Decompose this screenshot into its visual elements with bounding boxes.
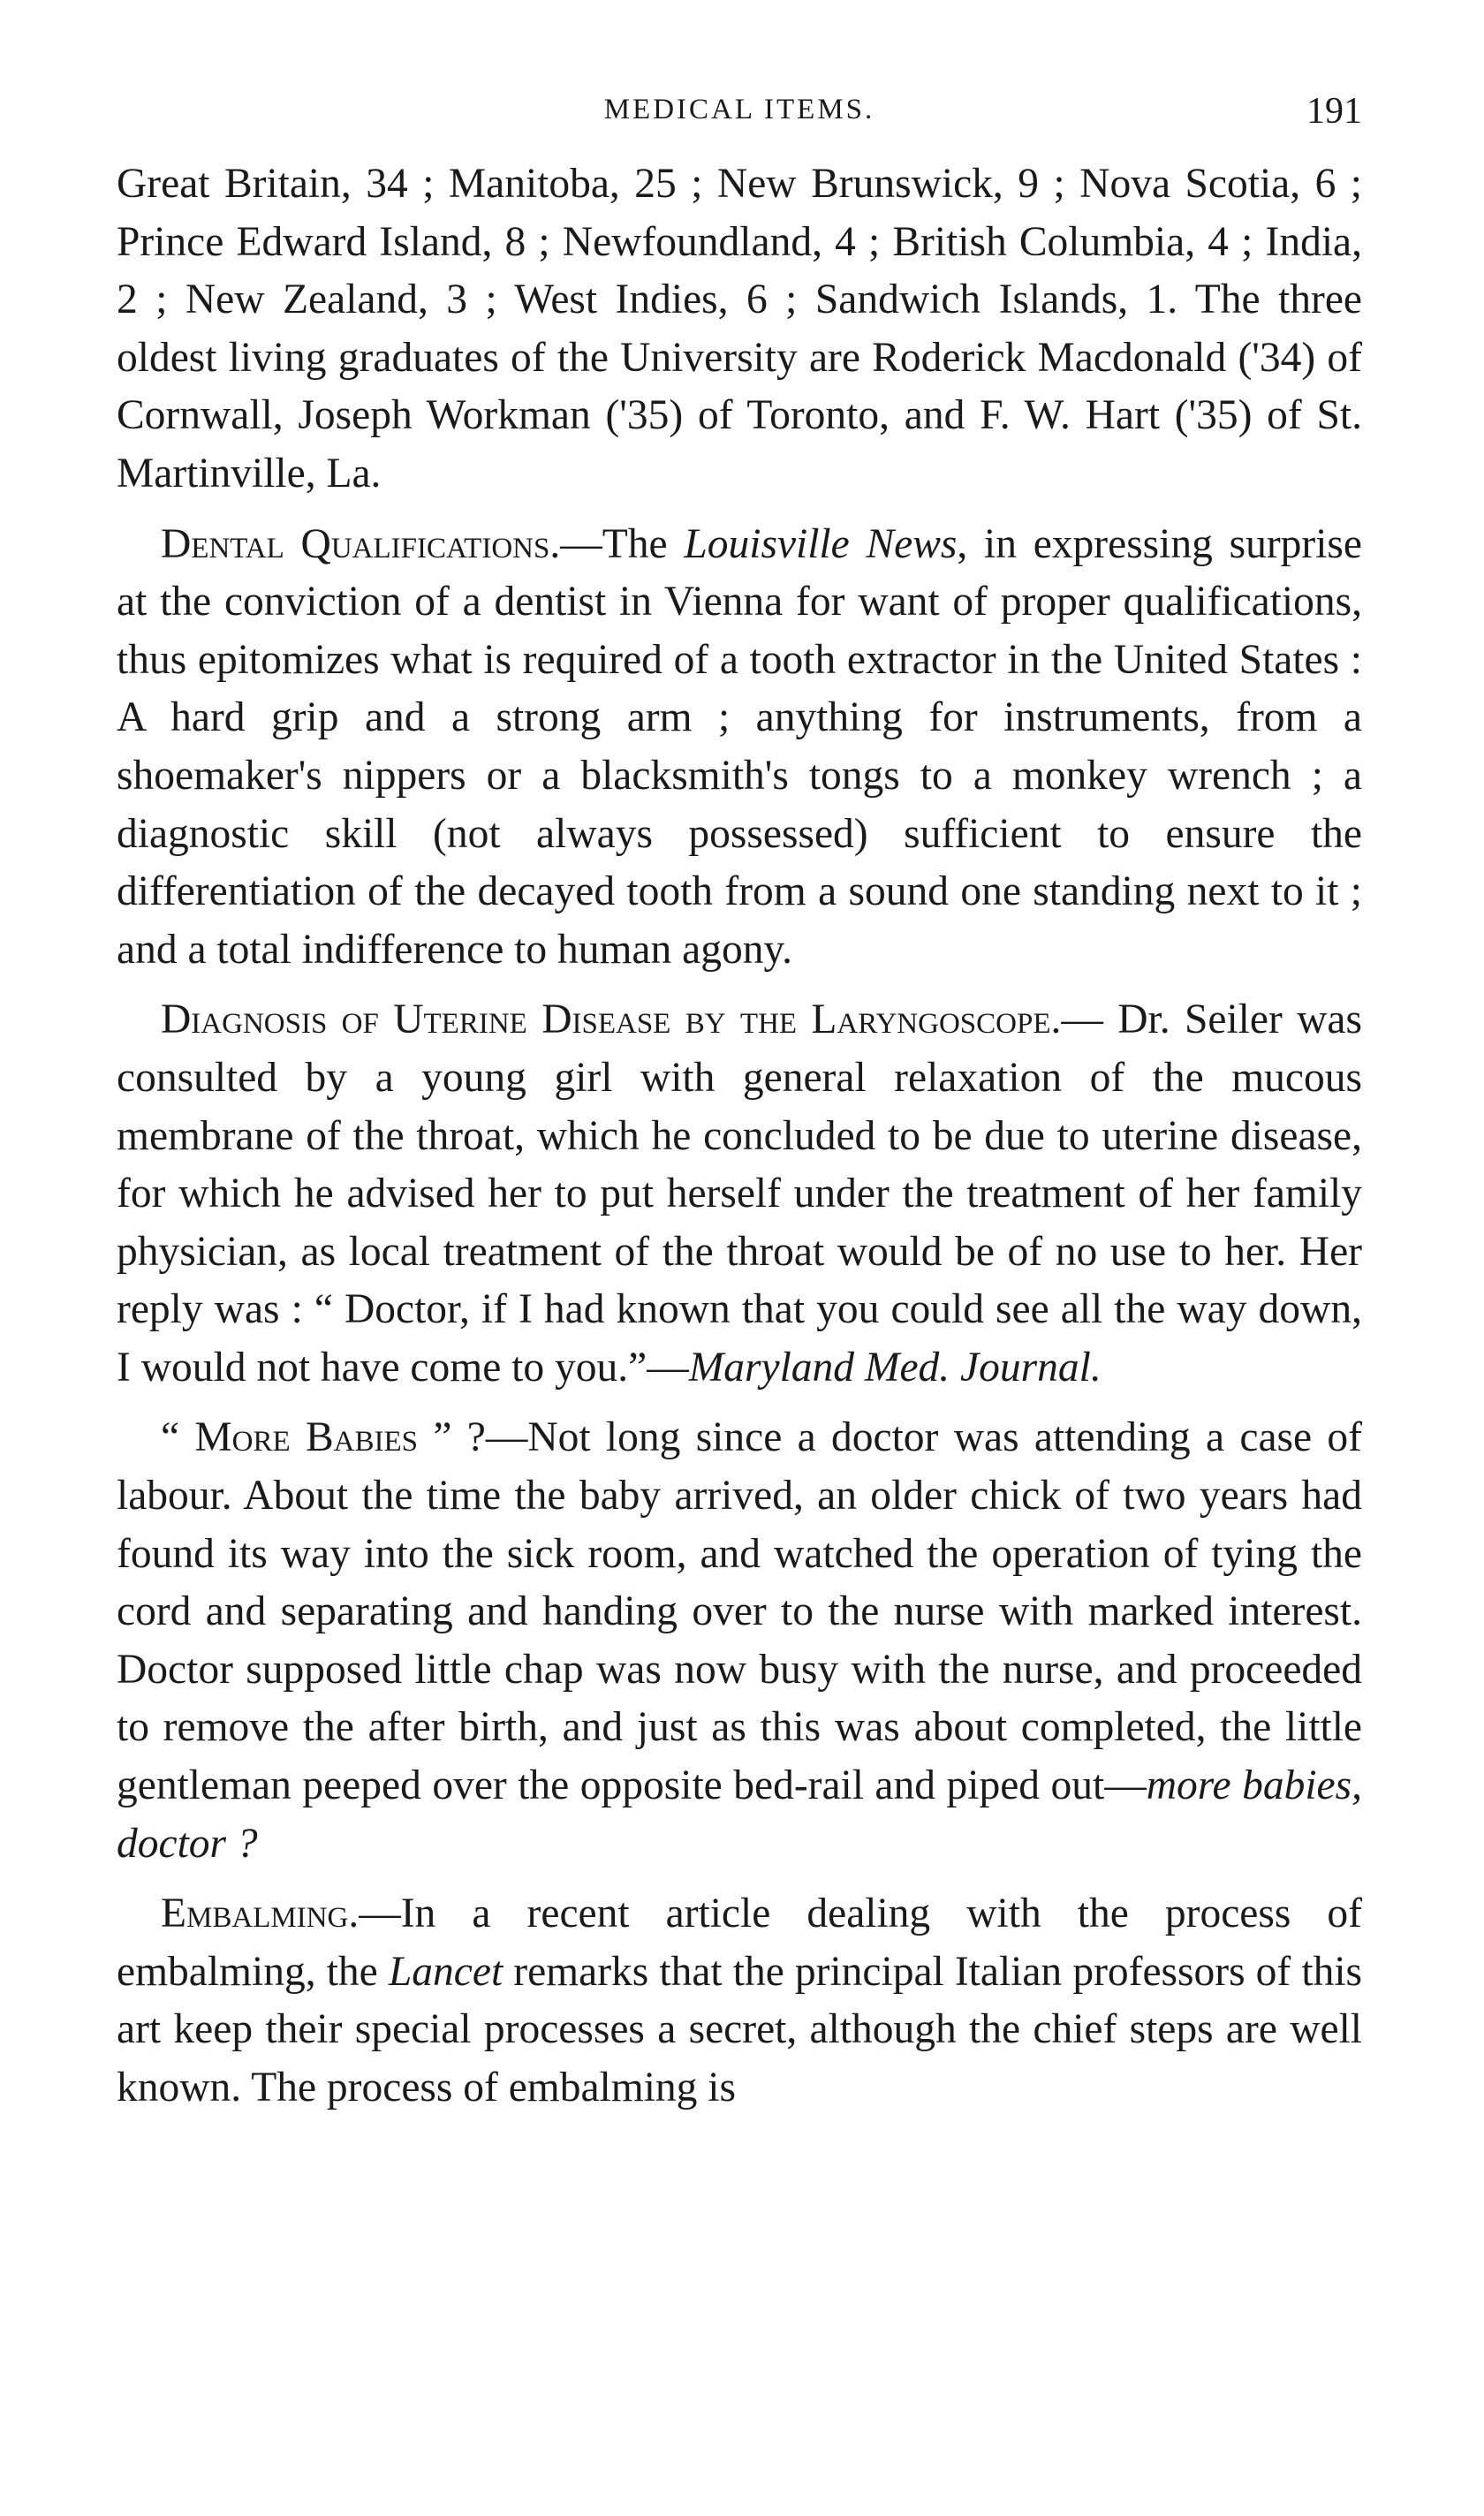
- book-page: [117, 85, 1362, 2118]
- publication-title: Lancet: [388, 1948, 504, 1995]
- section-heading: More Babies: [194, 1414, 419, 1461]
- section-heading: Embalming.: [161, 1891, 360, 1937]
- article-body: [117, 155, 1362, 2118]
- quoted-exclamation: more babies, doctor ?: [117, 1762, 1362, 1867]
- paragraph-more-babies: “ More Babies ” ?—Not long since a doctor was attending a case of labour. About the time the baby arrived, an older chick of two years had found its way into the sick room, and watched the operation of tying the cord and separating and handing over to the nurse with marked interest. Doctor supposed little chap was now busy with the nurse, and proceeded to remove the after birth, and just as this was about completed, the little gentleman peeped over the opposite bed-rail and piped out—more babies, doctor ?: [117, 1414, 1363, 1867]
- paragraph-laryngoscope: Diagnosis of Uterine Disease by the Laryngoscope.— Dr. Seiler was consulted by a young girl with general relaxation of the mucous membrane of the throat, which he concluded to be due to uterine disease, for which he advised her to put herself under the treatment of her family physician, as local treatment of the throat would be of no use to her. Her reply was : “ Doctor, if I had known that you could see all the way down, I would not have come to you.”—Maryland Med. Journal.: [117, 997, 1363, 1391]
- publication-title: Maryland Med. Journal.: [688, 1344, 1102, 1391]
- paragraph-embalming: Embalming.—In a recent article dealing with the process of embalming, the Lancet remarks that the principal Italian professors of this art keep their special processes a secret, although the chief steps are well known. The process of embalming is: [117, 1891, 1363, 2111]
- section-heading: Diagnosis of Uterine Disease by the Laryngoscope.: [161, 997, 1062, 1043]
- running-title: MEDICAL ITEMS.: [603, 94, 875, 125]
- section-heading: Dental Qualifications.: [161, 520, 561, 567]
- publication-title: Louisville News: [684, 520, 958, 567]
- page-number: 191: [1306, 91, 1362, 132]
- page-header: [117, 85, 1362, 155]
- paragraph-dental-qualifications: Dental Qualifications.—The Louisville News, in expressing surprise at the conviction of a dentist in Vienna for want of proper qualifications, thus epitomizes what is required of a tooth extractor in the United States : A hard grip and a strong arm ; anything for instruments, from a shoemaker's nippers or a blacksmith's tongs to a monkey wrench ; a diagnostic skill (not always possessed) sufficient to ensure the differentiation of the decayed tooth from a sound one standing next to it ; and a total indifference to human agony.: [117, 520, 1362, 973]
- paragraph-graduates: Great Britain, 34 ; Manitoba, 25 ; New Brunswick, 9 ; Nova Scotia, 6 ; Prince Edward Island, 8 ; Newfoundland, 4 ; British Columbia, 4 ; India, 2 ; New Zealand, 3 ; West Indies, 6 ; Sandwich Islands, 1. The three oldest living graduates of the University are Roderick Macdonald ('34) of Cornwall, Joseph Workman ('35) of Toronto, and F. W. Hart ('35) of St. Martinville, La.: [117, 161, 1362, 496]
